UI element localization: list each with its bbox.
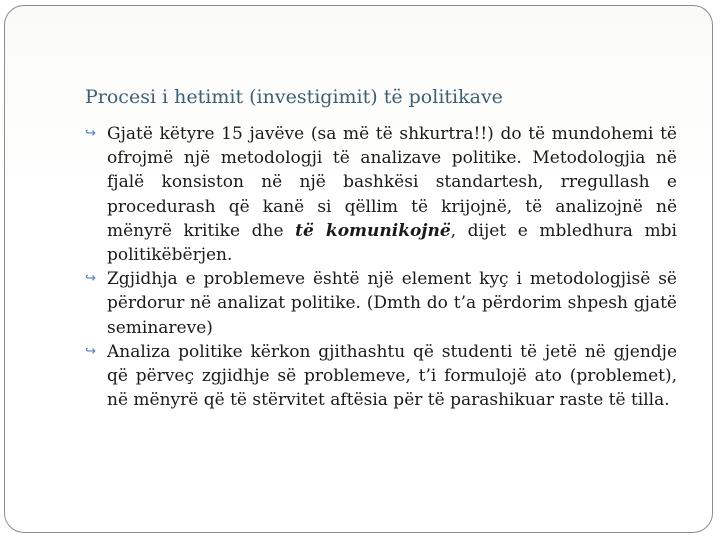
bullet-text-1-emphasis: të komunikojnë [295,220,451,241]
bullet-item-2 [85,267,677,340]
slide-title: Procesi i hetimit (investigimit) të politikave [85,86,503,108]
bullet-text-3: Analiza politike kërkon gjithashtu që studenti të jetë në gjendje që përveç zgjidhje së problemeve, t’i formulojë ato (problemet), në mënyrë që të stërvitet aftësia për të parashikuar raste të tilla. [107,341,677,411]
slide [4,5,713,533]
bullet-item-3 [85,340,677,413]
curved-arrow-bullet-icon: ↪ [85,343,96,359]
bullet-text-1-before: Gjatë këtyre 15 javëve (sa më të shkurtra!!) do të mundohemi të ofrojmë një metodologji të analizave politike. Metodologjia në fjalë konsiston në një bashkësi standartesh, rregullash e procedurash që kanë si qëllim të krijojnë, të analizojnë në mënyrë kritike dhe [107,124,677,241]
curved-arrow-bullet-icon: ↪ [85,126,96,141]
bullet-text-1-after: , dijet e mbledhura mbi politikëbërjen. [107,220,677,266]
bullet-item-1 [85,122,677,267]
bullet-text-2: Zgjidhja e problemeve është një element kyç i metodologjisë së përdorur në analizat politike. (Dmth do t’a përdorim shpesh gjatë seminareve) [107,269,677,338]
curved-arrow-bullet-icon: ↪ [85,271,96,287]
bullet-list [85,122,677,412]
